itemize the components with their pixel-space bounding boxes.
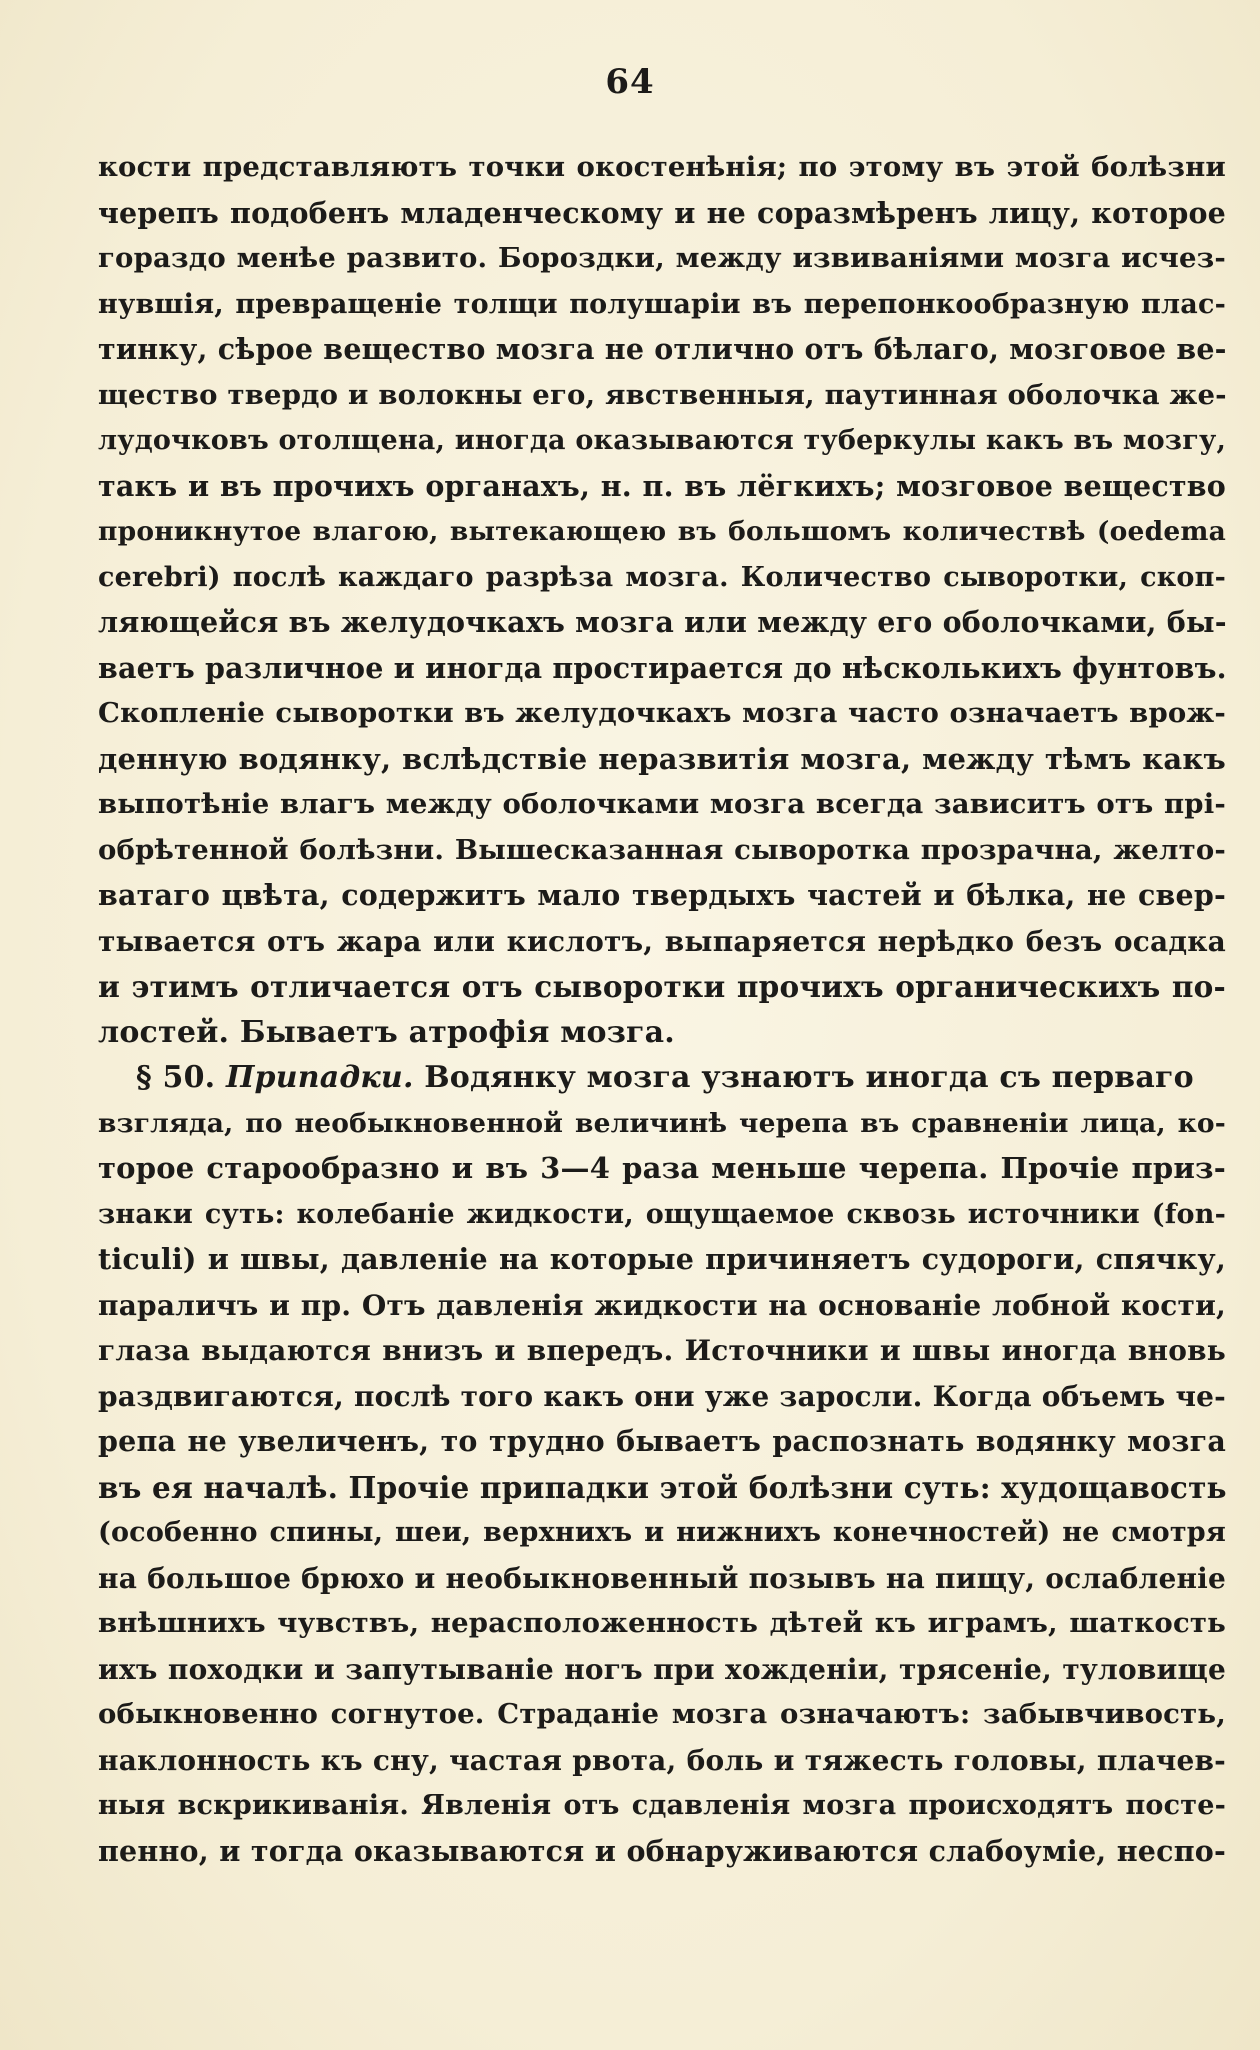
text-line: ныя вскрикиванія. Явленія отъ сдавленія мозга происходятъ посте- [98,1790,1226,1821]
text-line: черепъ подобенъ младенческому и не соразмѣренъ лицу, которое [98,195,1226,230]
text-line: щество твердо и волокны его, явственныя, паутинная оболочка же- [98,378,1227,411]
text-line: выпотѣніе влагъ между оболочками мозга всегда зависитъ отъ прі- [98,788,1226,820]
text-line: обыкновенно согнутое. Страданіе мозга означаютъ: забывчивость, [98,1698,1226,1730]
body-text [98,145,1226,1874]
text-line: наклонность къ сну, частая рвота, боль и тяжесть головы, плачев- [98,1743,1226,1777]
text-line: раздвигаются, послѣ того какъ они уже заросли. Когда объемъ че- [98,1379,1226,1413]
text-line: ватаго цвѣта, содержитъ мало твердыхъ частей и бѣлка, не свер- [98,878,1226,912]
section-title: Припадки. [225,1060,414,1095]
text-line: внѣшнихъ чувствъ, нерасположенность дѣтей къ играмъ, шаткость [98,1607,1226,1639]
text-line: ваетъ различное и иногда простирается до нѣсколькихъ фунтовъ. [98,650,1227,685]
text-line: лудочковъ отолщена, иногда оказываются туберкулы какъ въ мозгу, [98,425,1227,456]
text-line: и этимъ отличается отъ сыворотки прочихъ органическихъ по- [98,969,1226,1004]
page-number: 64 [605,62,655,102]
text-line: знаки суть: колебаніе жидкости, ощущаемое сквозь источники (fon- [98,1198,1226,1230]
text-line: взгляда, по необыкновенной величинѣ черепа въ сравненіи лица, ко- [98,1107,1226,1139]
text-line: денную водянку, вслѣдствіе неразвитія мозга, между тѣмъ какъ [98,741,1226,776]
text-line: (особенно спины, шеи, верхнихъ и нижнихъ конечностей) не смотря [98,1517,1226,1548]
text-line: проникнутое влагою, вытекающею въ большомъ количествѣ (oedema [98,516,1226,547]
text-line: ticuli) и швы, давленіе на которые причиняетъ судороги, спячку, [98,1242,1226,1276]
text-line: кости представляютъ точки окостенѣнія; по этому въ этой болѣзни [98,151,1226,183]
section-first-line-text: Водянку мозга узнаютъ иногда съ перваго [424,1060,1194,1095]
section-heading-line [98,1055,1226,1101]
text-line: лостей. Бываетъ атрофія мозга. [98,1014,675,1050]
text-line: пенно, и тогда оказываются и обнаруживаются слабоуміе, неспо- [98,1833,1226,1868]
text-line: Скопленіе сыворотки въ желудочкахъ мозга часто означаетъ врож- [98,697,1226,729]
text-line: въ ея началѣ. Прочіе припадки этой болѣзни суть: худощавость [98,1469,1227,1505]
section-number: § 50. [136,1060,216,1095]
text-line: глаза выдаются внизъ и впередъ. Источники и швы иногда вновь [98,1334,1226,1367]
text-line: обрѣтенной болѣзни. Вышесказанная сыворотка прозрачна, желто- [98,833,1226,866]
text-line: на большое брюхо и необыкновенный позывъ на пищу, ослабленіе [98,1561,1226,1595]
text-line: тывается отъ жара или кислотъ, выпаряется нерѣдко безъ осадка [98,924,1226,958]
text-line: такъ и въ прочихъ органахъ, н. п. въ лёгкихъ; мозговое вещество [98,468,1226,503]
text-line: гораздо менѣе развито. Бороздки, между извиваніями мозга исчез- [98,242,1226,274]
text-line: cerebri) послѣ каждаго разрѣза мозга. Количество сыворотки, скоп- [98,561,1226,593]
text-line: тинку, сѣрое вещество мозга не отлично отъ бѣлаго, мозговое ве- [98,332,1227,366]
text-line: нувшія, превращеніе толщи полушаріи въ перепонкообразную плас- [98,288,1226,320]
text-line: параличъ и пр. Отъ давленія жидкости на основаніе лобной кости, [98,1288,1226,1322]
text-line: ихъ походки и запутываніе ногъ при хожденіи, трясеніе, туловище [98,1652,1226,1686]
text-line: торое старообразно и въ 3—4 раза меньше черепа. Прочіе приз- [98,1151,1226,1185]
text-line: ляющейся въ желудочкахъ мозга или между его оболочками, бы- [98,605,1227,639]
text-line: репа не увеличенъ, то трудно бываетъ распознать водянку мозга [98,1424,1226,1458]
